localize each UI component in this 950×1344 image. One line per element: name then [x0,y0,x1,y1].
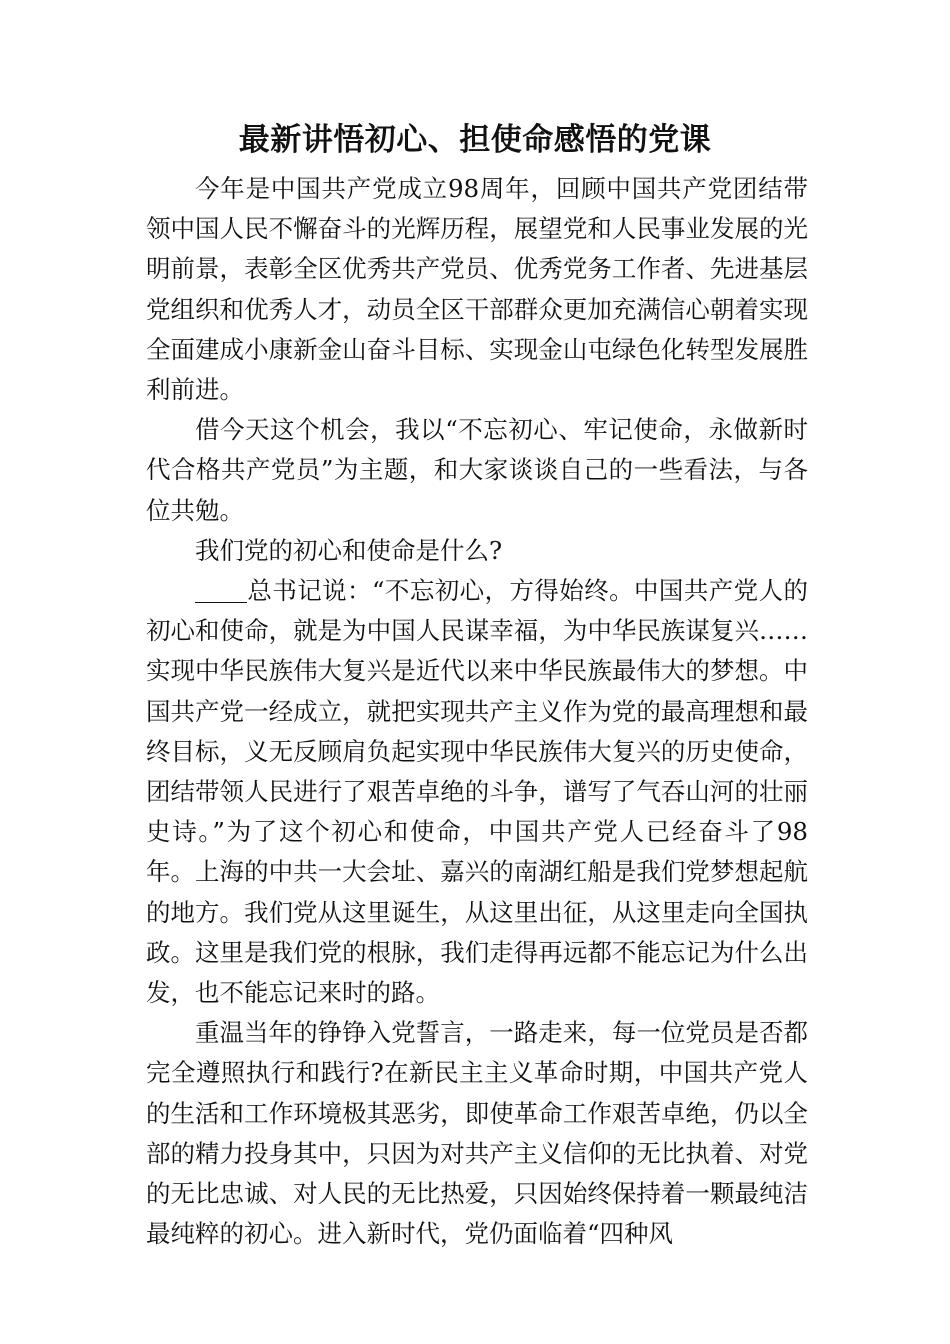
paragraph-4 [146,571,808,1013]
blank-underline [195,577,247,603]
paragraph-4-text: 总书记说：“不忘初心，方得始终。中国共产党人的初心和使命，就是为中国人民谋幸福，为中华民族谋复兴……实现中华民族伟大复兴是近代以来中华民族最伟大的梦想。中国共产党一经成立，就把实现共产主义作为党的最高理想和最终目标，义无反顾肩负起实现中华民族伟大复兴的历史使命，团结带领人民进行了艰苦卓绝的斗争，谱写了气吞山河的壮丽史诗。”为了这个初心和使命，中国共产党人已经奋斗了98年。上海的中共一大会址、嘉兴的南湖红船是我们党梦想起航的地方。我们党从这里诞生，从这里出征，从这里走向全国执政。这里是我们党的根脉，我们走得再远都不能忘记为什么出发，也不能忘记来时的路。 [146,576,808,1008]
paragraph-3: 我们党的初心和使命是什么? [195,535,503,565]
paragraph-2: 借今天这个机会，我以“不忘初心、牢记使命，永做新时代合格共产党员”为主题，和大家谈谈自己的一些看法，与各位共勉。 [146,415,808,525]
paragraph-5: 重温当年的铮铮入党誓言，一路走来，每一位党员是否都完全遵照执行和践行?在新民主主义革命时期，中国共产党人的生活和工作环境极其恶劣，即使革命工作艰苦卓绝，仍以全部的精力投身其中，只因为对共产主义信仰的无比执着、对党的无比忠诚、对人民的无比热爱，只因始终保持着一颗最纯洁最纯粹的初心。进入新时代，党仍面临着“四种风 [146,1018,808,1249]
paragraph-1: 今年是中国共产党成立98周年，回顾中国共产党团结带领中国人民不懈奋斗的光辉历程，展望党和人民事业发展的光明前景，表彰全区优秀共产党员、优秀党务工作者、先进基层党组织和优秀人才，动员全区干部群众更加充满信心朝着实现全面建成小康新金山奋斗目标、实现金山屯绿色化转型发展胜利前进。 [146,174,808,405]
document-body [146,169,808,1254]
page-title: 最新讲悟初心、担使命感悟的党课 [238,122,712,158]
